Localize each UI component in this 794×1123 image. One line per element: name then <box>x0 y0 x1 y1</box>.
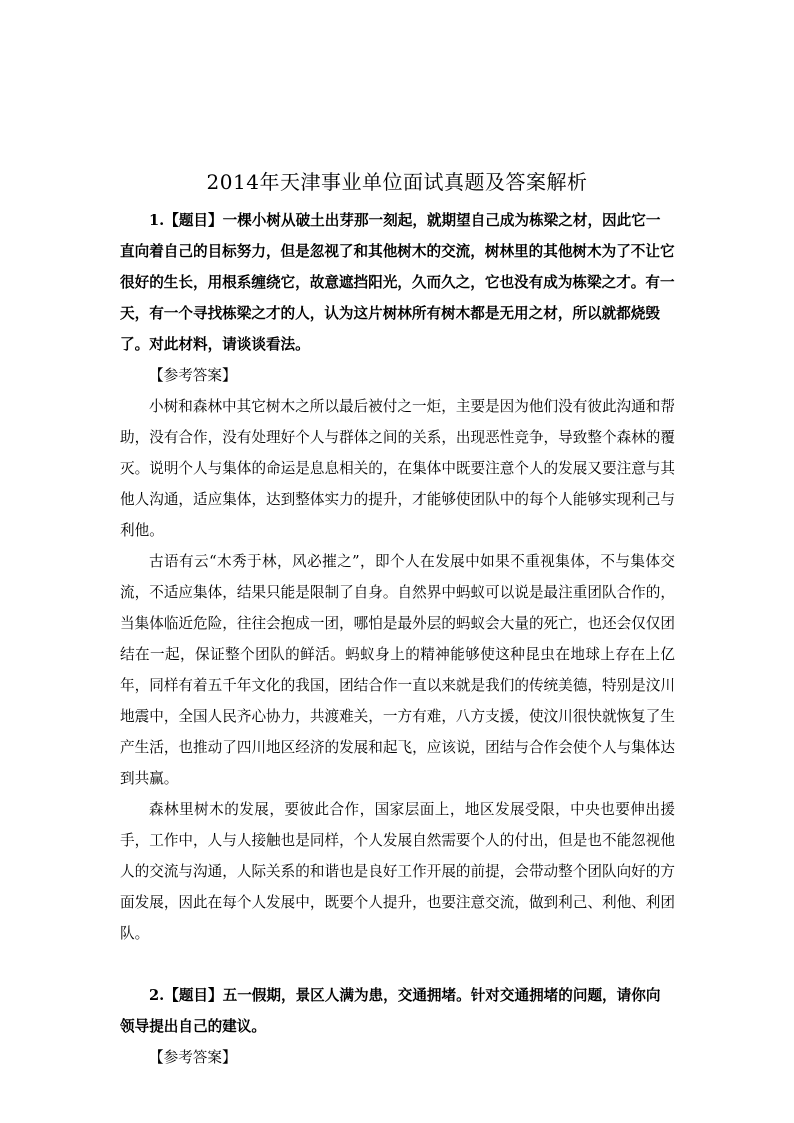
section-gap <box>120 949 675 980</box>
question-2: 2.【题目】五一假期，景区人满为患，交通拥堵。针对交通拥堵的问题，请你向领导提出自己的建议。 <box>120 987 661 1035</box>
answer-1-paragraph-3: 森林里树木的发展，要彼此合作，国家层面上，地区发展受限，中央也要伸出援手，工作中，人与人接触也是同样，个人发展自然需要个人的付出，但是也不能忽视他人的交流与沟通，人际关系的和谐也是良好工作开展的前提，会带动整个团队向好的方面发展，因此在每个人发展中，既要个人提升，也要注意交流，做到利己、利他、利团队。 <box>120 801 675 942</box>
document-title: 2014年天津事业单位面试真题及答案解析 <box>206 170 588 194</box>
question-1: 1.【题目】一棵小树从破土出芽那一刻起，就期望自己成为栋梁之材，因此它一直向着自己的目标努力，但是忽视了和其他树木的交流，树林里的其他树木为了不让它很好的生长，用根系缠绕它，故意遮挡阳光，久而久之，它也没有成为栋梁之才。有一天，有一个寻找栋梁之才的人，认为这片树林所有树木都是无用之材，所以就都烧毁了。对此材料，请谈谈看法。 <box>120 212 675 353</box>
answer-label-2: 【参考答案】 <box>149 1049 237 1066</box>
answer-1-paragraph-1: 小树和森林中其它树木之所以最后被付之一炬，主要是因为他们没有彼此沟通和帮助，没有合作，没有处理好个人与群体之间的关系，出现恶性竞争，导致整个森林的覆灭。说明个人与集体的命运是息息相关的，在集体中既要注意个人的发展又要注意与其他人沟通，适应集体，达到整体实力的提升，才能够使团队中的每个人能够实现利己与利他。 <box>120 398 675 539</box>
answer-label-1: 【参考答案】 <box>149 367 237 384</box>
answer-1-paragraph-2: 古语有云“木秀于林，风必摧之”，即个人在发展中如果不重视集体，不与集体交流，不适应集体，结果只能是限制了自身。自然界中蚂蚁可以说是最注重团队合作的，当集体临近危险，往往会抱成一团，哪怕是最外层的蚂蚁会大量的死亡，也还会仅仅团结在一起，保证整个团队的鲜活。蚂蚁身上的精神能够使这种昆虫在地球上存在上亿年，同样有着五千年文化的我国，团结合作一直以来就是我们的传统美德，特别是汶川地震中，全国人民齐心协力，共渡难关，一方有难，八方支援，使汶川很快就恢复了生产生活，也推动了四川地区经济的发展和起飞，应该说，团结与合作会使个人与集体达到共赢。 <box>120 553 675 787</box>
document-body <box>120 205 675 1073</box>
